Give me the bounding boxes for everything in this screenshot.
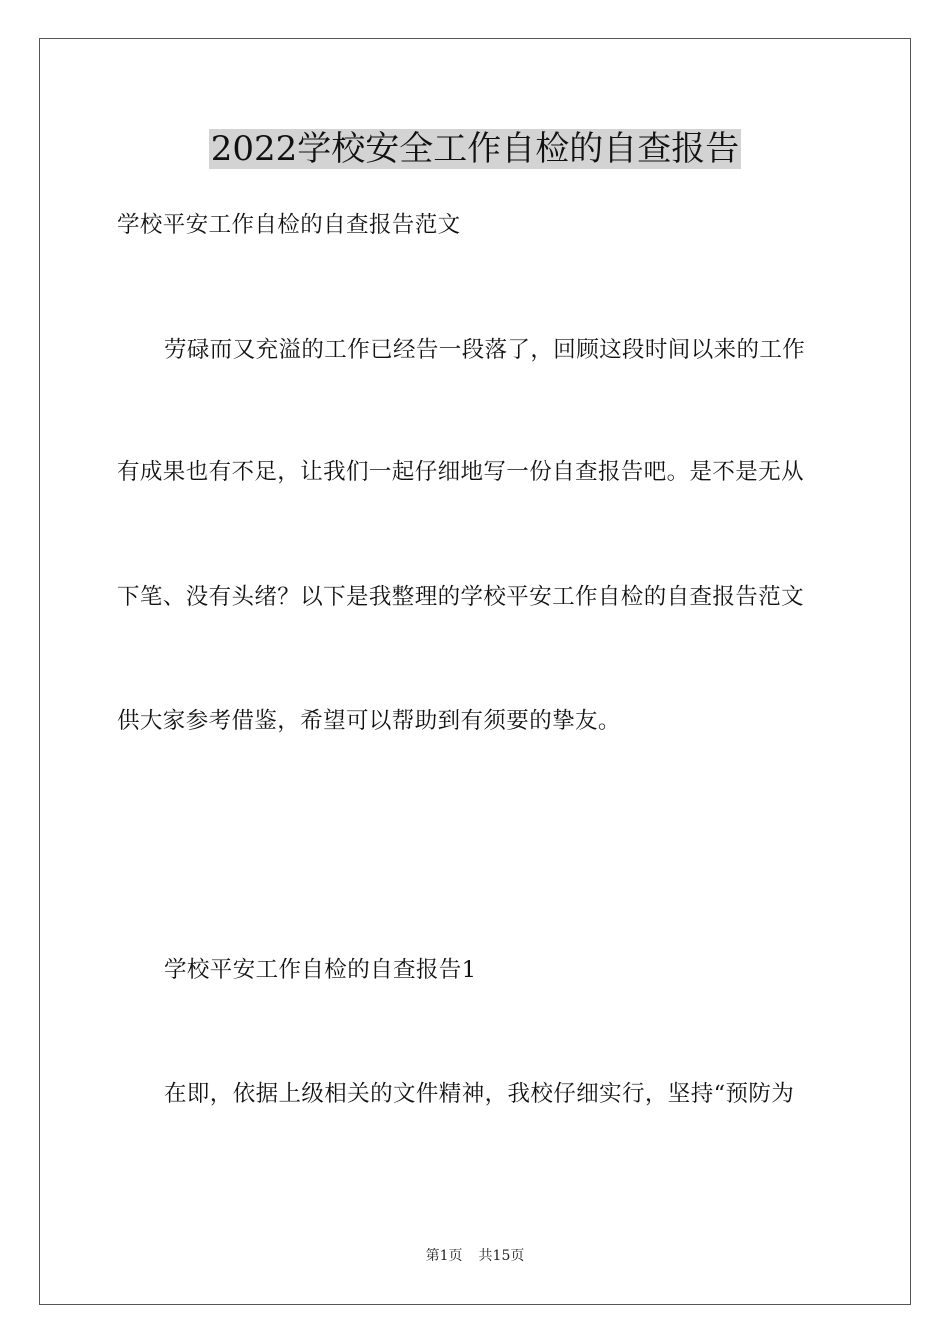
page-total: 共15页 — [478, 1248, 525, 1264]
paragraph-line: 下笔、没有头绪？以下是我整理的学校平安工作自检的自查报告范文 — [117, 584, 805, 610]
page-number: 第1页 — [425, 1248, 463, 1264]
document-subtitle: 学校平安工作自检的自查报告范文 — [117, 212, 461, 238]
paragraph-line: 劳碌而又充溢的工作已经告一段落了，回顾这段时间以来的工作 — [164, 337, 806, 363]
document-title-text: 2022学校安全工作自检的自查报告 — [210, 129, 740, 169]
document-title — [0, 126, 950, 172]
paragraph-line: 供大家参考借鉴，希望可以帮助到有须要的挚友。 — [117, 708, 621, 734]
page-footer — [0, 1246, 950, 1266]
paragraph-line: 在即，依据上级相关的文件精神，我校仔细实行，坚持“预防为 — [164, 1081, 795, 1107]
section-heading: 学校平安工作自检的自查报告1 — [164, 957, 477, 983]
paragraph-line: 有成果也有不足，让我们一起仔细地写一份自查报告吧。是不是无从 — [117, 459, 805, 485]
